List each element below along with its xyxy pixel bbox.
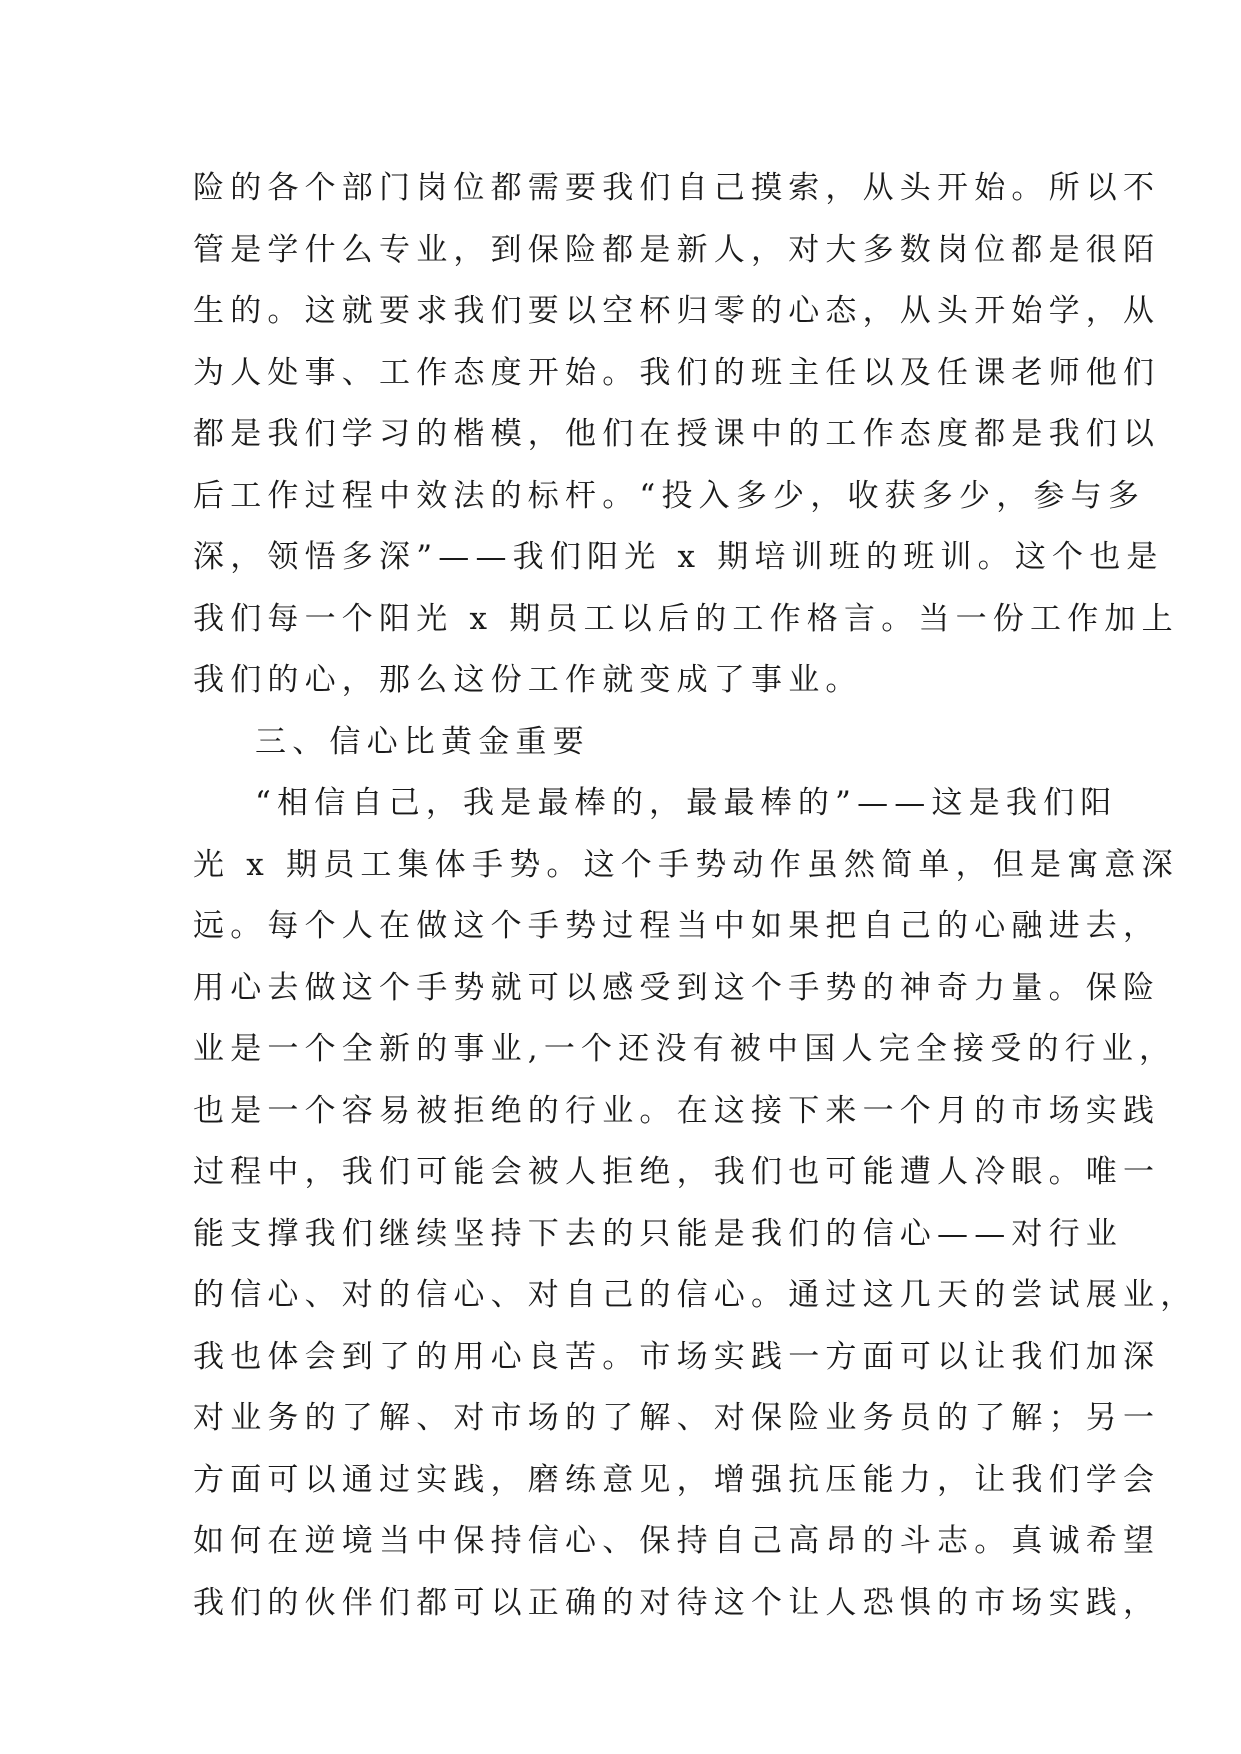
body-text: [193, 158, 1198, 1634]
text-line: 管是学什么专业，到保险都是新人，对大多数岗位都是很陌: [193, 231, 1161, 268]
text-line: 业是一个全新的事业,一个还没有被中国人完全接受的行业，: [193, 1031, 1177, 1067]
text-line: 我也体会到了的用心良苦。市场实践一方面可以让我们加深: [193, 1338, 1161, 1375]
text-line: 后工作过程中效法的标杆。“投入多少，收获多少，参与多: [193, 477, 1146, 514]
text-line: 生的。这就要求我们要以空杯归零的心态，从头开始学，从: [193, 293, 1161, 329]
text-line: “相信自己，我是最棒的，最最棒的”——这是我们阳: [255, 785, 1118, 821]
text-line: 深，领悟多深”——我们阳光 x 期培训班的班训。这个也是: [193, 539, 1164, 575]
text-line: 的信心、对的信心、对自己的信心。通过这几天的尝试展业，: [193, 1277, 1198, 1313]
text-line: 远。每个人在做这个手势过程当中如果把自己的心融进去，: [193, 908, 1161, 944]
text-line: 用心去做这个手势就可以感受到这个手势的神奇力量。保险: [193, 969, 1161, 1006]
text-line: 方面可以通过实践，磨练意见，增强抗压能力，让我们学会: [193, 1461, 1161, 1498]
text-line: 能支撑我们继续坚持下去的只能是我们的信心——对行业: [193, 1215, 1123, 1252]
text-line: 对业务的了解、对市场的了解、对保险业务员的了解；另一: [193, 1400, 1161, 1436]
text-line: 为人处事、工作态度开始。我们的班主任以及任课老师他们: [193, 354, 1161, 391]
section-heading: 三、信心比黄金重要: [255, 723, 590, 760]
text-line: 我们的心，那么这份工作就变成了事业。: [193, 662, 863, 698]
text-line: 也是一个容易被拒绝的行业。在这接下来一个月的市场实践: [193, 1092, 1161, 1129]
text-line: 都是我们学习的楷模，他们在授课中的工作态度都是我们以: [193, 416, 1161, 452]
text-line: 过程中，我们可能会被人拒绝，我们也可能遭人冷眼。唯一: [193, 1154, 1161, 1190]
text-line: 险的各个部门岗位都需要我们自己摸索，从头开始。所以不: [193, 170, 1161, 206]
text-line: 我们每一个阳光 x 期员工以后的工作格言。当一份工作加上: [193, 600, 1179, 637]
text-line: 光 x 期员工集体手势。这个手势动作虽然简单，但是寓意深: [193, 846, 1179, 883]
text-line: 如何在逆境当中保持信心、保持自己高昂的斗志。真诚希望: [193, 1523, 1161, 1559]
text-line: 我们的伙伴们都可以正确的对待这个让人恐惧的市场实践，: [193, 1584, 1161, 1621]
